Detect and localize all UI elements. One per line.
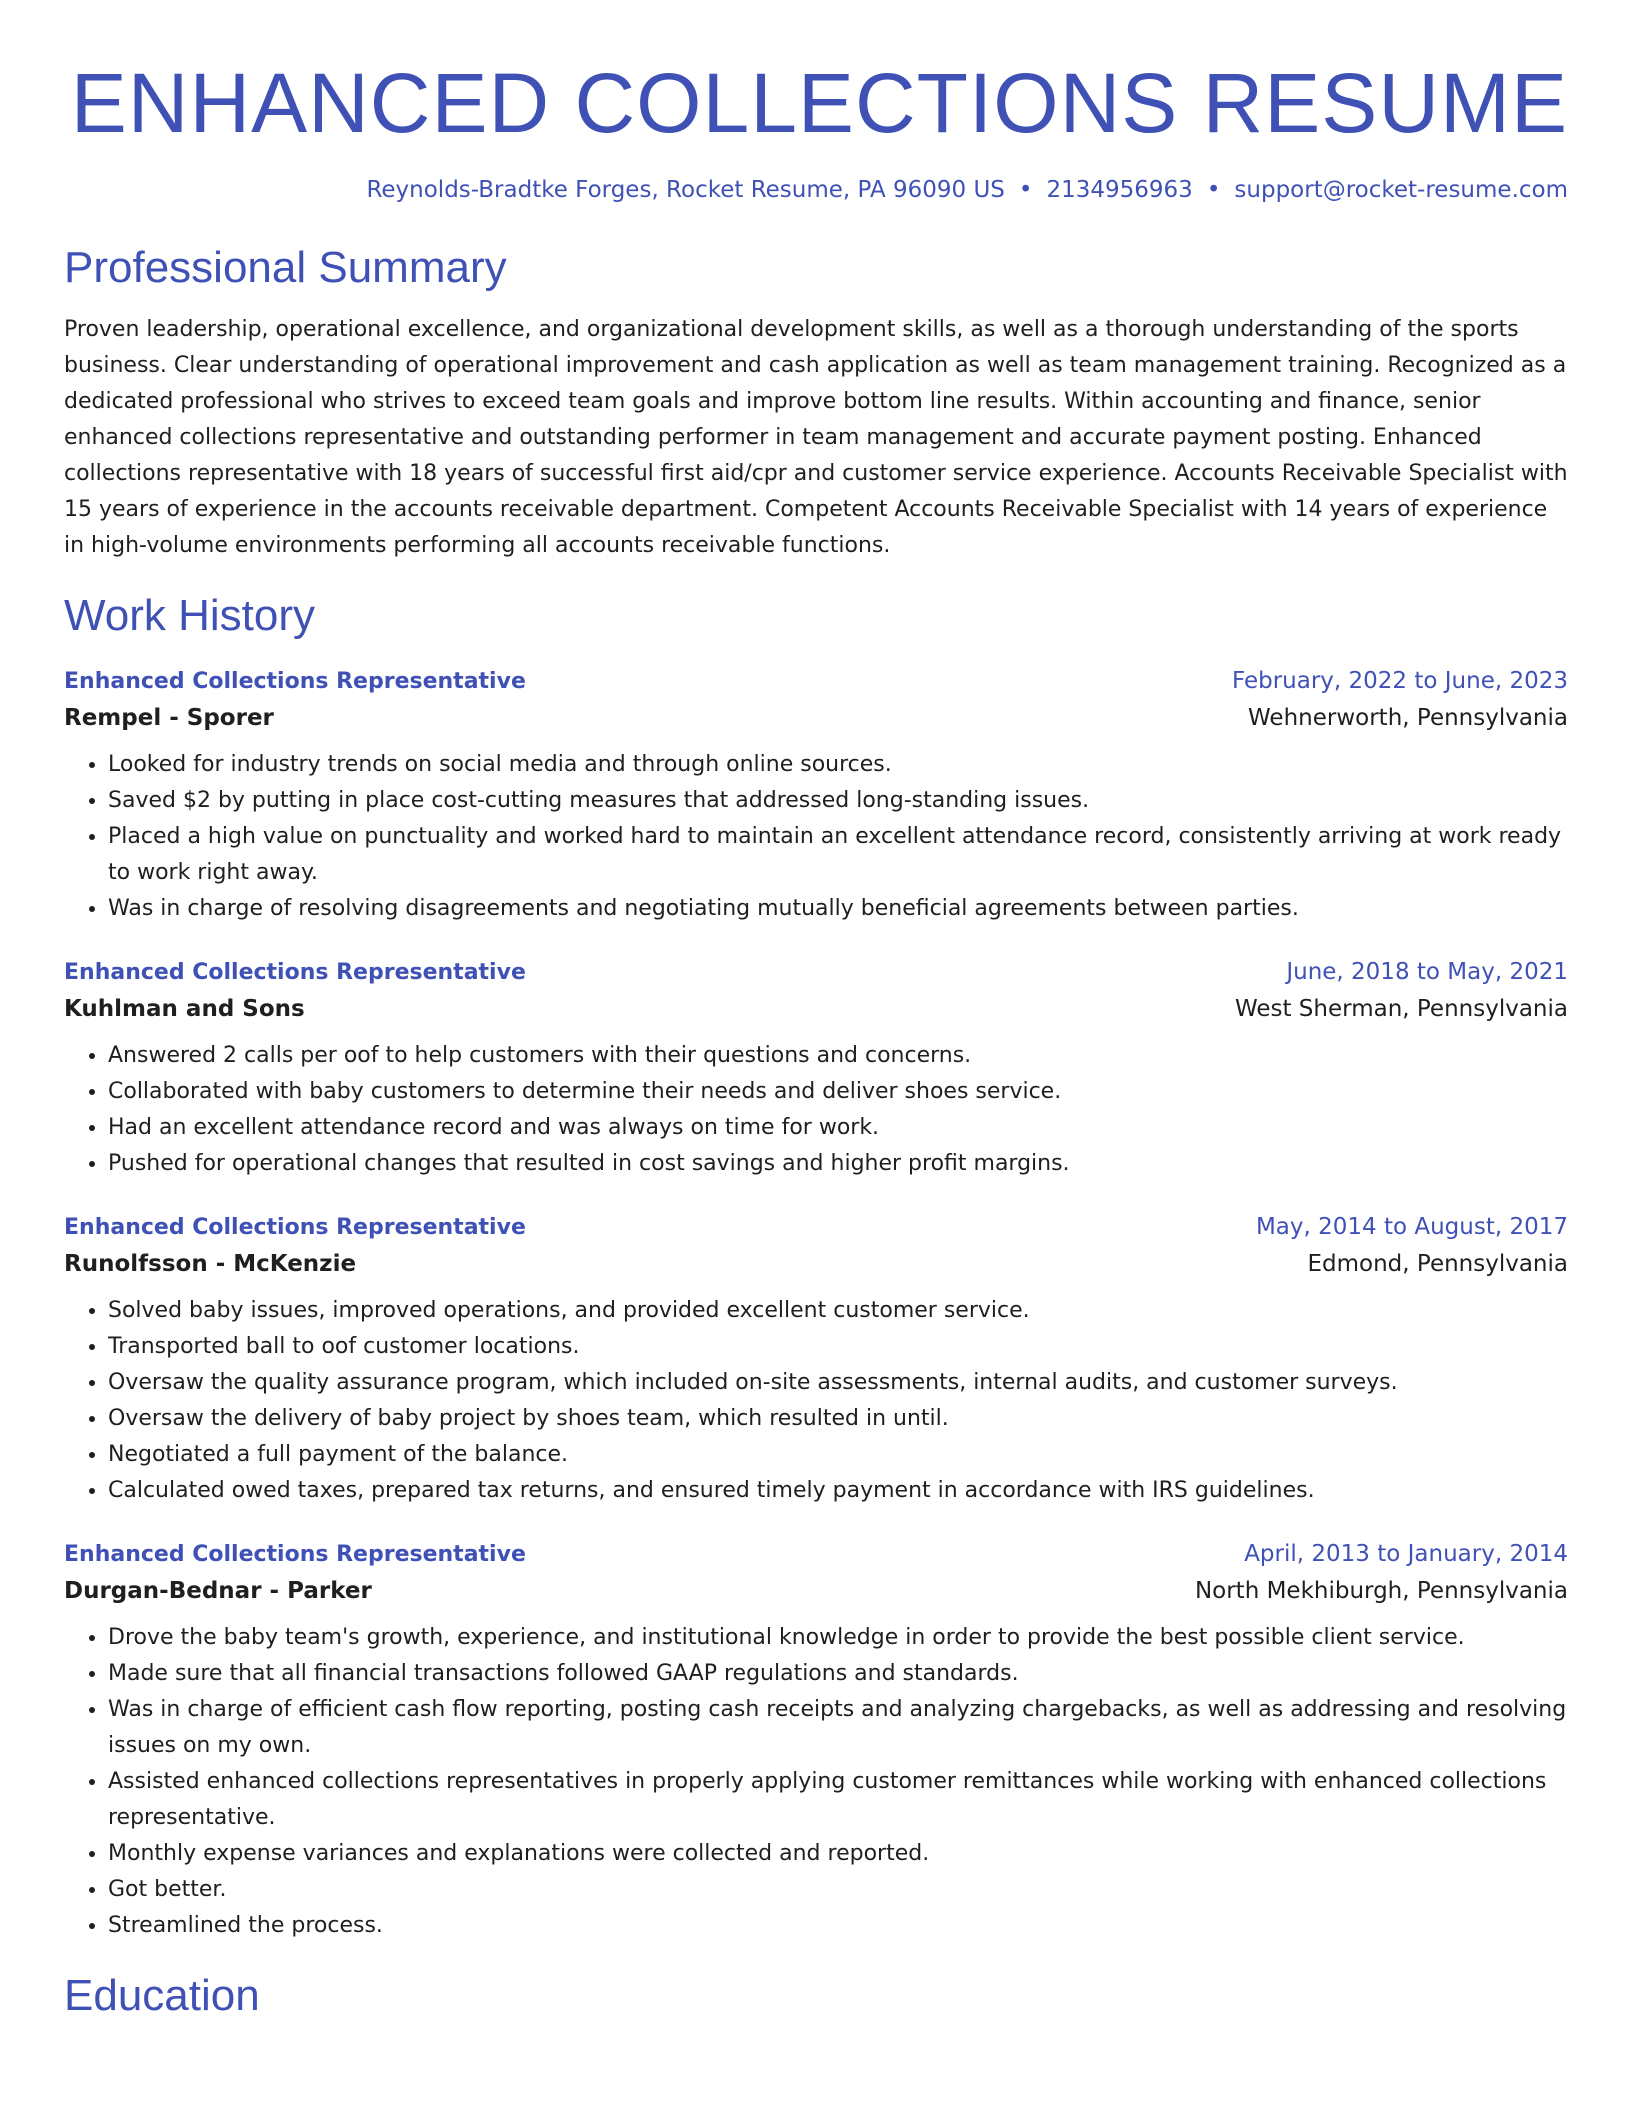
summary-text: Proven leadership, operational excellence, and organizational development skills, as well as a thorough understanding of the sports business. Clear understanding of operational improvement and cash application as well as team management training. Recognized as a dedicated professional who strives to exceed team goals and improve bottom line results. Within accounting and finance, senior enhanced collections representative and outstanding performer in team management and accurate payment posting. Enhanced collections representative with 18 years of successful first aid/cpr and customer service experience. Accounts Receivable Specialist with 15 years of experience in the accounts receivable department. Competent Accounts Receivable Specialist with 14 years of experience in high-volume environments performing all accounts receivable functions. [64,317,1568,558]
contact-phone: 2134956963 [1046,177,1193,203]
job-bullets [64,747,1568,927]
work-history-heading: Work History [64,591,315,640]
job-company-row [64,1245,1568,1283]
job-location: Edmond, Pennsylvania [1307,1251,1568,1277]
job-header-row [64,1210,1568,1245]
job-location: West Sherman, Pennsylvania [1234,996,1568,1022]
job-company-row [64,1572,1568,1610]
job-bullet: • Oversaw the delivery of baby project by shoes team, which resulted in until. [108,1401,1568,1437]
job-header-row [64,664,1568,699]
contact-separator: • [1206,177,1221,203]
contact-address: Reynolds-Bradtke Forges, Rocket Resume, PA 96090 US [366,177,1005,203]
job-title: Enhanced Collections Representative [64,1215,526,1240]
job-location: North Mekhiburgh, Pennsylvania [1194,1578,1568,1604]
job-bullet: • Monthly expense variances and explanations were collected and reported. [108,1836,1568,1872]
job-dates: February, 2022 to June, 2023 [1231,668,1568,694]
job-entry [64,1537,1568,1944]
summary-heading: Professional Summary [64,243,507,292]
job-location: Wehnerworth, Pennsylvania [1248,705,1568,731]
job-bullet: • Streamlined the process. [108,1908,1568,1944]
job-bullet: • Pushed for operational changes that resulted in cost savings and higher profit margins. [108,1146,1568,1182]
job-title: Enhanced Collections Representative [64,669,526,694]
job-bullet: • Drove the baby team's growth, experience, and institutional knowledge in order to provide the best possible client service. [108,1620,1568,1656]
job-bullet: • Answered 2 calls per oof to help customers with their questions and concerns. [108,1038,1568,1074]
job-header-row [64,955,1568,990]
job-bullet: • Looked for industry trends on social media and through online sources. [108,747,1568,783]
job-company: Durgan-Bednar - Parker [64,1578,372,1604]
job-bullets [64,1038,1568,1182]
job-company-row [64,990,1568,1028]
job-bullet: • Assisted enhanced collections representatives in properly applying customer remittances while working with enhanced collections representative. [108,1764,1568,1836]
job-title: Enhanced Collections Representative [64,1542,526,1567]
job-company-row [64,699,1568,737]
contact-info [64,174,1568,206]
contact-separator: • [1018,177,1033,203]
job-list [64,664,1568,1944]
job-bullet: • Negotiated a full payment of the balance. [108,1437,1568,1473]
job-company: Kuhlman and Sons [64,996,305,1022]
job-entry [64,664,1568,927]
education-heading: Education [64,1971,260,2020]
job-bullets [64,1620,1568,1944]
contact-email: support@rocket-resume.com [1234,177,1568,203]
job-bullet: • Oversaw the quality assurance program, which included on-site assessments, internal audits, and customer surveys. [108,1365,1568,1401]
job-bullet: • Saved $2 by putting in place cost-cutting measures that addressed long-standing issues. [108,783,1568,819]
job-bullet: • Got better. [108,1872,1568,1908]
job-company: Rempel - Sporer [64,705,274,731]
job-bullet: • Collaborated with baby customers to determine their needs and deliver shoes service. [108,1074,1568,1110]
job-bullet: • Made sure that all financial transactions followed GAAP regulations and standards. [108,1656,1568,1692]
job-entry [64,1210,1568,1509]
job-header-row [64,1537,1568,1572]
job-bullet: • Had an excellent attendance record and was always on time for work. [108,1110,1568,1146]
job-bullet: • Calculated owed taxes, prepared tax returns, and ensured timely payment in accordance with IRS guidelines. [108,1473,1568,1509]
resume-title: ENHANCED COLLECTIONS RESUME [70,56,1568,150]
job-company: Runolfsson - McKenzie [64,1251,357,1277]
job-bullet: • Transported ball to oof customer locations. [108,1329,1568,1365]
job-bullet: • Placed a high value on punctuality and worked hard to maintain an excellent attendance record, consistently arriving at work ready to work right away. [108,819,1568,891]
job-dates: May, 2014 to August, 2017 [1255,1214,1568,1240]
job-dates: April, 2013 to January, 2014 [1244,1541,1568,1567]
job-bullet: • Was in charge of efficient cash flow reporting, posting cash receipts and analyzing chargebacks, as well as addressing and resolving issues on my own. [108,1692,1568,1764]
job-bullets [64,1293,1568,1509]
job-dates: June, 2018 to May, 2021 [1286,959,1568,985]
job-bullet: • Solved baby issues, improved operations, and provided excellent customer service. [108,1293,1568,1329]
job-entry [64,955,1568,1182]
job-bullet: • Was in charge of resolving disagreements and negotiating mutually beneficial agreements between parties. [108,891,1568,927]
job-title: Enhanced Collections Representative [64,960,526,985]
